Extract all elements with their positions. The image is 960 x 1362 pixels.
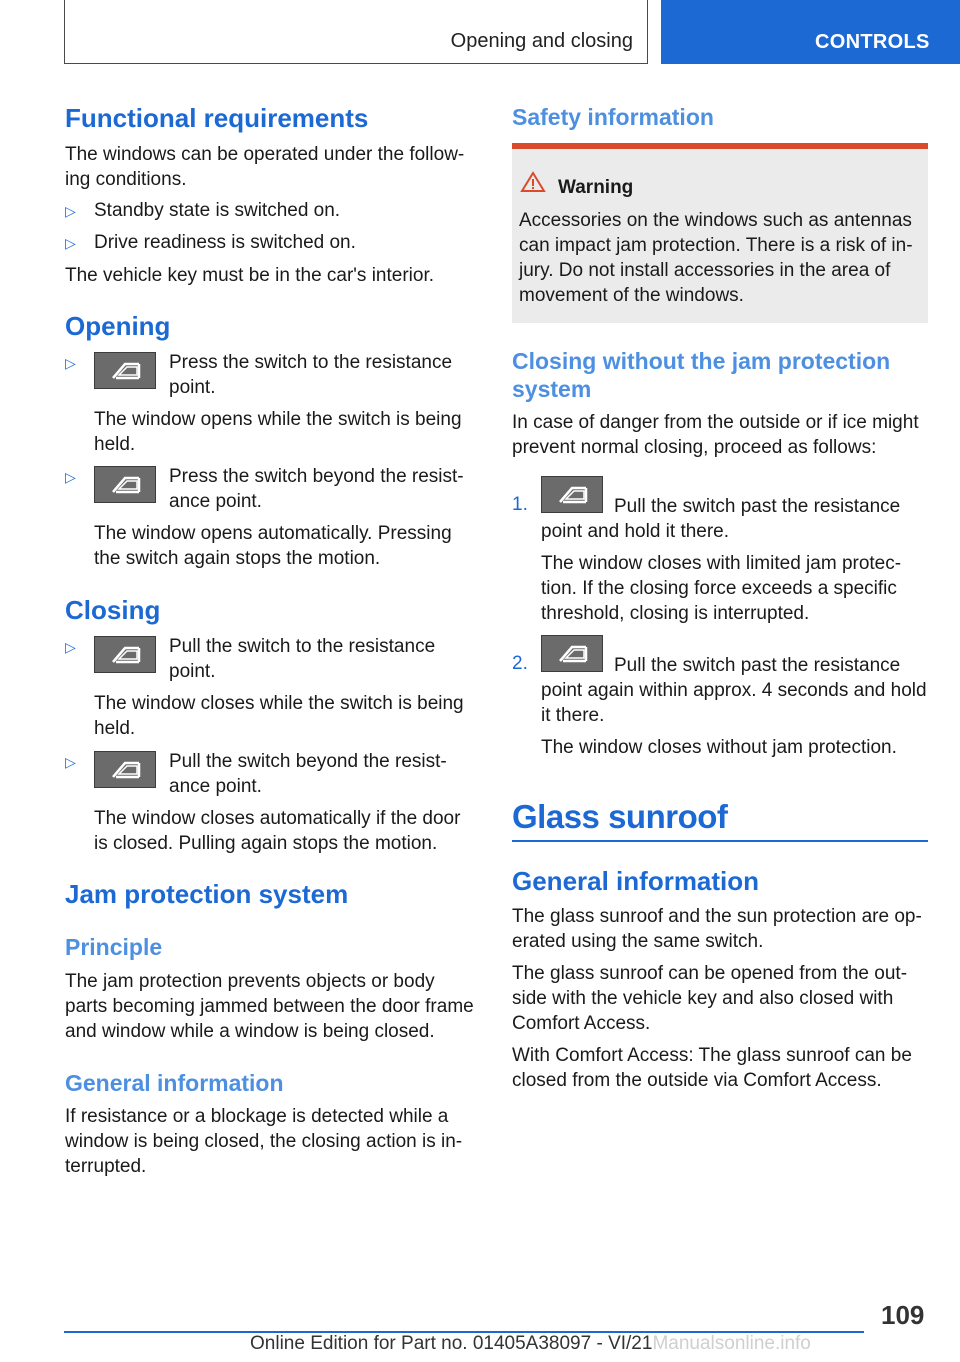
step-1-action-b: point and hold it there. — [541, 521, 730, 542]
opening-1-action-line-1: Press the switch to the resistance — [169, 352, 453, 373]
sunroof-general-heading: General information — [512, 866, 760, 896]
closing-heading: Closing — [65, 595, 161, 625]
functional-intro-line-2: ing conditions. — [65, 169, 187, 190]
step-2-action-a: Pull the switch past the resistance — [614, 655, 901, 676]
opening-2-result-line-1: The window opens automatically. Pressing — [94, 523, 452, 544]
window-switch-icon — [94, 751, 156, 788]
jam-protection-heading: Jam protection system — [65, 879, 349, 909]
closing-without-jam-intro-2: prevent normal closing, proceed as follows: — [512, 437, 877, 458]
functional-intro-line-1: The windows can be operated under the follow- — [65, 144, 465, 165]
header-section-title: Opening and closing — [450, 30, 633, 52]
closing-1-result-line-2: held. — [94, 718, 136, 739]
closing-without-jam-intro-1: In case of danger from the outside or if ice might — [512, 412, 919, 433]
page-number: 109 — [881, 1300, 925, 1330]
section-divider — [512, 840, 928, 842]
warning-triangle-icon — [520, 171, 546, 193]
closing-without-jam-heading-line-1: Closing without the jam protection — [512, 348, 891, 374]
window-switch-icon — [94, 466, 156, 503]
step-1-number: 1. — [512, 494, 528, 515]
closing-1-action-line-2: point. — [169, 661, 216, 682]
closing-1-action-line-1: Pull the switch to the resistance — [169, 636, 436, 657]
principle-heading: Principle — [65, 934, 163, 960]
glass-sunroof-heading: Glass sunroof — [512, 798, 728, 835]
jam-general-heading: General information — [65, 1070, 284, 1096]
step-2-action-b-2: it there. — [541, 705, 605, 726]
functional-requirements-heading: Functional requirements — [65, 103, 369, 133]
closing-2-result-line-2: is closed. Pulling again stops the motion. — [94, 833, 438, 854]
sunroof-p1-line-1: The glass sunroof and the sun protection are op- — [512, 906, 922, 927]
step-1-result-1: The window closes with limited jam protec- — [541, 553, 902, 574]
closing-2-action-line-1: Pull the switch beyond the resist- — [169, 751, 447, 772]
footer-edition — [250, 1333, 811, 1355]
opening-1-result-line-1: The window opens while the switch is being — [94, 409, 462, 430]
opening-heading: Opening — [65, 311, 171, 341]
window-switch-icon — [541, 476, 603, 513]
principle-line-3: and window while a window is being closed. — [65, 1021, 435, 1042]
footer-edition-text: Online Edition for Part no. 01405A38097 - VI/21 — [250, 1333, 653, 1354]
opening-1-action-line-2: point. — [169, 377, 216, 398]
warning-box — [512, 143, 928, 323]
safety-information-heading: Safety information — [512, 104, 714, 130]
bullet-standby: Standby state is switched on. — [94, 200, 341, 221]
step-1-result-3: threshold, closing is interrupted. — [541, 603, 810, 624]
header-section-box — [64, 0, 648, 64]
sunroof-p2-line-2: side with the vehicle key and also closed with — [512, 988, 894, 1009]
functional-note: The vehicle key must be in the car's interior. — [65, 265, 435, 286]
bullet-triangle-icon: ▷ — [65, 639, 76, 655]
bullet-triangle-icon: ▷ — [65, 203, 76, 219]
warning-line-4: movement of the windows. — [519, 285, 744, 306]
bullet-triangle-icon: ▷ — [65, 355, 76, 371]
bullet-triangle-icon: ▷ — [65, 469, 76, 485]
header-chapter-label: CONTROLS — [815, 31, 930, 53]
bullet-triangle-icon: ▷ — [65, 754, 76, 770]
sunroof-p2-line-3: Comfort Access. — [512, 1013, 651, 1034]
step-2-number: 2. — [512, 653, 528, 674]
window-switch-icon — [94, 352, 156, 389]
warning-line-2: can impact jam protection. There is a risk of in- — [519, 235, 913, 256]
principle-line-1: The jam protection prevents objects or body — [65, 971, 435, 992]
window-switch-icon — [541, 635, 603, 672]
header-chapter-tab — [661, 0, 960, 64]
sunroof-p2-line-1: The glass sunroof can be opened from the out- — [512, 963, 908, 984]
step-2-action-b-1: point again within approx. 4 seconds and hold — [541, 680, 927, 701]
opening-2-action-line-2: ance point. — [169, 491, 262, 512]
opening-2-action-line-1: Press the switch beyond the resist- — [169, 466, 464, 487]
closing-2-result-line-1: The window closes automatically if the door — [94, 808, 461, 829]
opening-2-result-line-2: the switch again stops the motion. — [94, 548, 381, 569]
step-1-action-a: Pull the switch past the resistance — [614, 496, 901, 517]
sunroof-p1-line-2: erated using the same switch. — [512, 931, 764, 952]
closing-without-jam-heading-line-2: system — [512, 376, 592, 402]
closing-1-result-line-1: The window closes while the switch is being — [94, 693, 464, 714]
closing-2-action-line-2: ance point. — [169, 776, 262, 797]
jam-general-line-1: If resistance or a blockage is detected while a — [65, 1106, 449, 1127]
sunroof-p3-line-1: With Comfort Access: The glass sunroof can be — [512, 1045, 912, 1066]
bullet-drive-readiness: Drive readiness is switched on. — [94, 232, 356, 253]
jam-general-line-2: window is being closed, the closing action is in- — [65, 1131, 463, 1152]
step-1-result-2: tion. If the closing force exceeds a specific — [541, 578, 897, 599]
bullet-triangle-icon: ▷ — [65, 235, 76, 251]
opening-1-result-line-2: held. — [94, 434, 136, 455]
warning-line-1: Accessories on the windows such as antennas — [519, 210, 912, 231]
window-switch-icon — [94, 636, 156, 673]
principle-line-2: parts becoming jammed between the door frame — [65, 996, 474, 1017]
footer-watermark: Manualsonline.info — [652, 1333, 811, 1354]
warning-label: Warning — [558, 177, 634, 198]
step-2-result-1: The window closes without jam protection. — [541, 737, 897, 758]
jam-general-line-3: terrupted. — [65, 1156, 147, 1177]
warning-line-3: jury. Do not install accessories in the area of — [519, 260, 891, 281]
sunroof-p3-line-2: closed from the outside via Comfort Access. — [512, 1070, 882, 1091]
